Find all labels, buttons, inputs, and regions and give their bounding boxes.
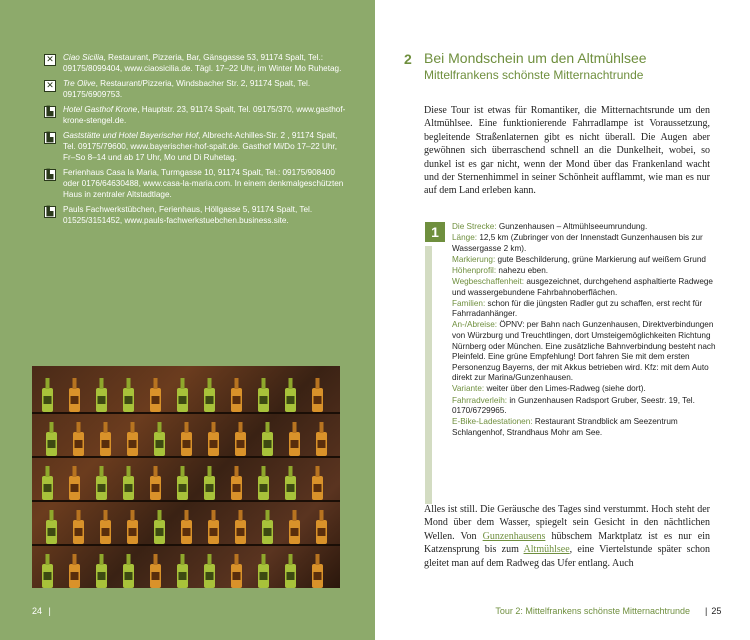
bottle-neck [262,378,266,389]
bottle-neck [266,510,270,521]
bottle-label [233,396,241,404]
info-key: Länge: [452,233,478,243]
intro-paragraph: Diese Tour ist etwas für Romantiker, die Mitternachtsrunde um den Altmühlsee. Eine funktionierende Fahrradlampe ist Voraussetzung, begleitende Straßenlaternen gibt es nicht überall. Die Augen aber gewöhnen sich überraschend schnell an die Dunkelheit, wobei, so dunkel ist es gar nicht, wenn der Mond über das Frankenland wacht und der Sternenhimmel in seiner Schönheit aufflammt, wie man es nur auf dem Land erleben kann. [424,105,710,197]
bottle-neck [212,510,216,521]
bottle-neck [239,510,243,521]
bottle-label [152,484,160,492]
info-key: An-/Abreise: [452,320,498,330]
link-gunzenhausen[interactable]: Gunzenhausens [482,530,546,542]
shelf [32,544,340,546]
bottle-neck [320,510,324,521]
listing-item [44,130,349,163]
bottle-neck [212,422,216,433]
info-row [452,222,717,233]
bottle-label [102,440,110,448]
info-row [452,299,717,320]
bottle-neck [46,554,50,565]
bottle-neck [289,466,293,477]
listing-name: Gaststätte und Hotel Bayerischer Hof [63,131,199,140]
bottle-neck [235,466,239,477]
bottle-neck [262,554,266,565]
bottle-label [152,572,160,580]
bottle-neck [127,554,131,565]
bottle-label [98,484,106,492]
chapter-subtitle: Mittelfrankens schönste Mitternachtrunde [424,68,644,82]
info-key: Höhenprofil: [452,265,497,275]
bottle-neck [154,378,158,389]
listing-details: Pauls Fachwerkstübchen, Ferienhaus, Höllgasse 5, 91174 Spalt, Tel. 01525/3151452, www.pauls-fachwerkstuebchen.business.site. [63,205,313,225]
folio-separator: | [705,606,708,616]
bottle-neck [289,378,293,389]
bottle-neck [131,510,135,521]
bottle-label [314,484,322,492]
info-value: ÖPNV: per Bahn nach Gunzenhausen, Direktverbindungen von Würzburg und Treuchtlingen, dort Umsteigemöglichkeiten Richtung Nürnberg oder München. Eine zusätzliche Bahnverbindung besteht nach Pleinfeld. Eine grüne Empfehlung! Dort fahren Sie mit dem ersten Personenzug Bayerns, der mit Akkus betrieben wird. Kfz: mit dem Auto direkt zur Marina/Gunzenhausen. [452,320,716,383]
bottle-label [71,484,79,492]
bottle-neck [185,422,189,433]
bottle-label [260,484,268,492]
bottle-label [75,528,83,536]
bottle-neck [316,554,320,565]
bottle-neck [127,466,131,477]
icon-glyph: ✕ [46,81,54,91]
bottle-label [233,484,241,492]
listing-name: Tre Olive [63,79,96,88]
bottle-label [48,528,56,536]
bottle-neck [77,422,81,433]
info-row [452,320,717,384]
info-key: E-Bike-Ladestationen: [452,417,533,427]
info-value: Gunzenhausen – Altmühlseeumrundung. [496,222,648,231]
listing-text [63,104,349,126]
page-number: 24 [32,606,43,616]
bottle-neck [181,466,185,477]
bottle-label [71,396,79,404]
listings [44,52,349,230]
shelf [32,412,340,414]
running-footer: Tour 2: Mittelfrankens schönste Mitternachtrunde [495,606,690,616]
bottle-label [75,440,83,448]
bottle-neck [73,466,77,477]
info-value: gute Beschilderung, grüne Markierung auf weißem Grund [495,254,706,264]
bottle-neck [46,378,50,389]
bottle-label [260,572,268,580]
chapter-title: Bei Mondschein um den Altmühlsee [424,50,647,66]
bottle-neck [100,554,104,565]
bottle-label [125,572,133,580]
info-row [452,396,717,417]
listing-details: , Restaurant, Pizzeria, Bar, Gänsgasse 53, 91174 Spalt, Tel.: 09175/8099404, www.ciaosicilia.de. Tägl. 17–22 Uhr, im Winter Mo Ruhetag. [63,53,342,73]
bottle-label [183,440,191,448]
bottle-label [287,396,295,404]
listing-name: Hotel Gasthof Krone [63,105,138,114]
folio-separator: | [48,606,51,616]
listing-item [44,167,349,200]
info-row [452,417,717,438]
bottle-label [291,528,299,536]
bottle-label [264,440,272,448]
bottle-neck [262,466,266,477]
bottle-label [125,396,133,404]
info-key: Die Strecke: [452,222,497,231]
bottle-label [71,572,79,580]
info-sidebar-bar [425,246,432,504]
bottle-neck [50,510,54,521]
bottle-neck [316,378,320,389]
icon-glyph: ▙ [46,170,54,180]
bottle-label [152,396,160,404]
hotel-bed-icon [44,132,56,144]
info-value: Restaurant Strandblick am Seezentrum Schlangenhof, Strandhaus Mohr am See. [452,417,678,437]
bottle-neck [293,422,297,433]
cutlery-icon [44,54,56,66]
bottle-label [314,396,322,404]
info-row [452,384,717,395]
listing-text [63,130,349,163]
shelf [32,500,340,502]
bottle-neck [158,510,162,521]
bottle-label [291,440,299,448]
bottle-label [318,528,326,536]
bottle-neck [266,422,270,433]
icon-glyph: ▙ [46,107,54,117]
listing-text [63,78,349,100]
bottle-neck [73,554,77,565]
info-rows [452,222,717,439]
tour-badge-number: 1 [431,224,439,240]
bottle-neck [289,554,293,565]
listing-text [63,167,349,200]
bottle-neck [239,422,243,433]
listing-text [63,52,349,74]
bottle-neck [127,378,131,389]
bottle-label [210,440,218,448]
info-key: Fahrradverleih: [452,395,508,405]
bottle-shelf-photo [32,366,340,588]
bottle-label [98,396,106,404]
bottle-label [44,396,52,404]
bottle-neck [100,466,104,477]
body-text-1: Alles ist still. Die Geräusche des Tages sind verstummt. Hoch steht der Mond über dem Wasser, spiegelt sein Gesicht in den nächtlichen Wellen. Von [424,504,710,542]
info-key: Wegbeschaffenheit: [452,276,525,286]
listing-details: Ferienhaus Casa la Maria, Turmgasse 10, 91174 Spalt, Tel.: 09175/908400 oder 0176/64630488, www.casa-la-maria.com. In einem denkmalgeschützten Haus in zentraler Altstadtlage. [63,168,344,199]
bottle-neck [208,466,212,477]
bottle-label [287,572,295,580]
bottle-label [206,572,214,580]
icon-glyph: ▙ [46,207,54,217]
bottle-neck [50,422,54,433]
body-paragraph [424,503,710,570]
bottle-neck [293,510,297,521]
bottle-label [314,572,322,580]
bottle-neck [235,554,239,565]
bottle-label [98,572,106,580]
bottle-label [156,440,164,448]
bottle-neck [154,554,158,565]
bottle-neck [181,378,185,389]
info-key: Variante: [452,384,485,394]
body-text-3: , eine Viertelstunde später schon gleitet man auf dem Radweg das Ufer entlang. Auch [424,544,711,569]
bottle-label [233,572,241,580]
bottle-neck [131,422,135,433]
bottle-neck [154,466,158,477]
listing-text [63,204,349,226]
info-value: in Gunzenhausen Radsport Gruber, Seestr. 19, Tel. 0170/6729965. [452,395,695,416]
info-row [452,255,717,266]
bottle-label [156,528,164,536]
listing-details: , Restaurant/Pizzeria, Windsbacher Str. 2, 91174 Spalt, Tel. 09175/6909753. [63,79,311,99]
info-key: Familien: [452,298,486,308]
bottle-label [44,484,52,492]
bottle-label [179,396,187,404]
icon-glyph: ✕ [46,55,54,65]
bottle-neck [104,422,108,433]
bottle-neck [46,466,50,477]
bottle-label [44,572,52,580]
info-row [452,277,717,298]
bottle-label [287,484,295,492]
bottle-neck [100,378,104,389]
tour-badge [425,222,445,242]
bottle-neck [320,422,324,433]
bottle-label [237,528,245,536]
bottle-label [264,528,272,536]
body-text-2: hübschem Marktplatz ist es nur ein Katzensprung bis zum [424,530,711,556]
bottle-label [318,440,326,448]
bottle-neck [185,510,189,521]
bottle-neck [208,378,212,389]
bottle-label [206,484,214,492]
bottle-neck [181,554,185,565]
bottle-neck [158,422,162,433]
bottle-neck [104,510,108,521]
info-key: Markierung: [452,254,496,264]
hotel-bed-icon [44,106,56,118]
icon-glyph: ▙ [46,133,54,143]
shelf [32,456,340,458]
listing-item [44,52,349,74]
listing-item [44,78,349,100]
bottle-label [129,440,137,448]
cutlery-icon [44,80,56,92]
bottle-label [179,572,187,580]
listing-item [44,204,349,226]
bottle-label [183,528,191,536]
listing-details: , Albrecht-Achilles-Str. 2 , 91174 Spalt, Tel. 09175/79600, www.bayerischer-hof-spalt.de. Gasthof Mi/Do 17–22 Uhr, Fr–So 8–14 und ab 17 Uhr, Mo und Di Ruhetag. [63,131,338,162]
info-value: 12,5 km (Zubringer von der Innenstadt Gunzenhausen bis zur Wassergasse 2 km). [452,233,703,253]
listing-name: Ciao Sicilia [63,53,104,62]
bottle-label [48,440,56,448]
bottle-neck [208,554,212,565]
bottle-label [210,528,218,536]
bottle-neck [316,466,320,477]
info-value: weiter über den Limes-Radweg (siehe dort). [484,384,646,394]
info-value: schon für die jüngsten Radler gut zu schaffen, erst recht für Fahrradanhänger. [452,298,703,319]
info-value: ausgezeichnet, durchgehend asphaltierte Radwege und wassergebundene Fahrbahnoberflächen. [452,276,713,297]
bottle-neck [73,378,77,389]
bottle-label [125,484,133,492]
chapter-number: 2 [404,51,412,67]
info-row [452,266,717,277]
bottle-neck [77,510,81,521]
bottle-label [206,396,214,404]
info-row [452,233,717,254]
bottle-label [260,396,268,404]
listing-details: , Hauptstr. 23, 91174 Spalt, Tel. 09175/370, www.gasthof-krone-stengel.de. [63,105,346,125]
page-number: 25 [711,606,722,616]
holiday-home-icon [44,169,56,181]
info-value: nahezu eben. [496,265,549,275]
bottle-label [179,484,187,492]
bottle-label [102,528,110,536]
bottle-label [129,528,137,536]
folio-right [701,606,721,616]
holiday-home-icon [44,206,56,218]
bottle-label [237,440,245,448]
bottle-shelf-drawing [32,366,340,588]
bottle-neck [235,378,239,389]
link-altmuehlsee[interactable]: Altmühlsee [523,544,570,556]
listing-item [44,104,349,126]
folio-left [32,606,55,616]
